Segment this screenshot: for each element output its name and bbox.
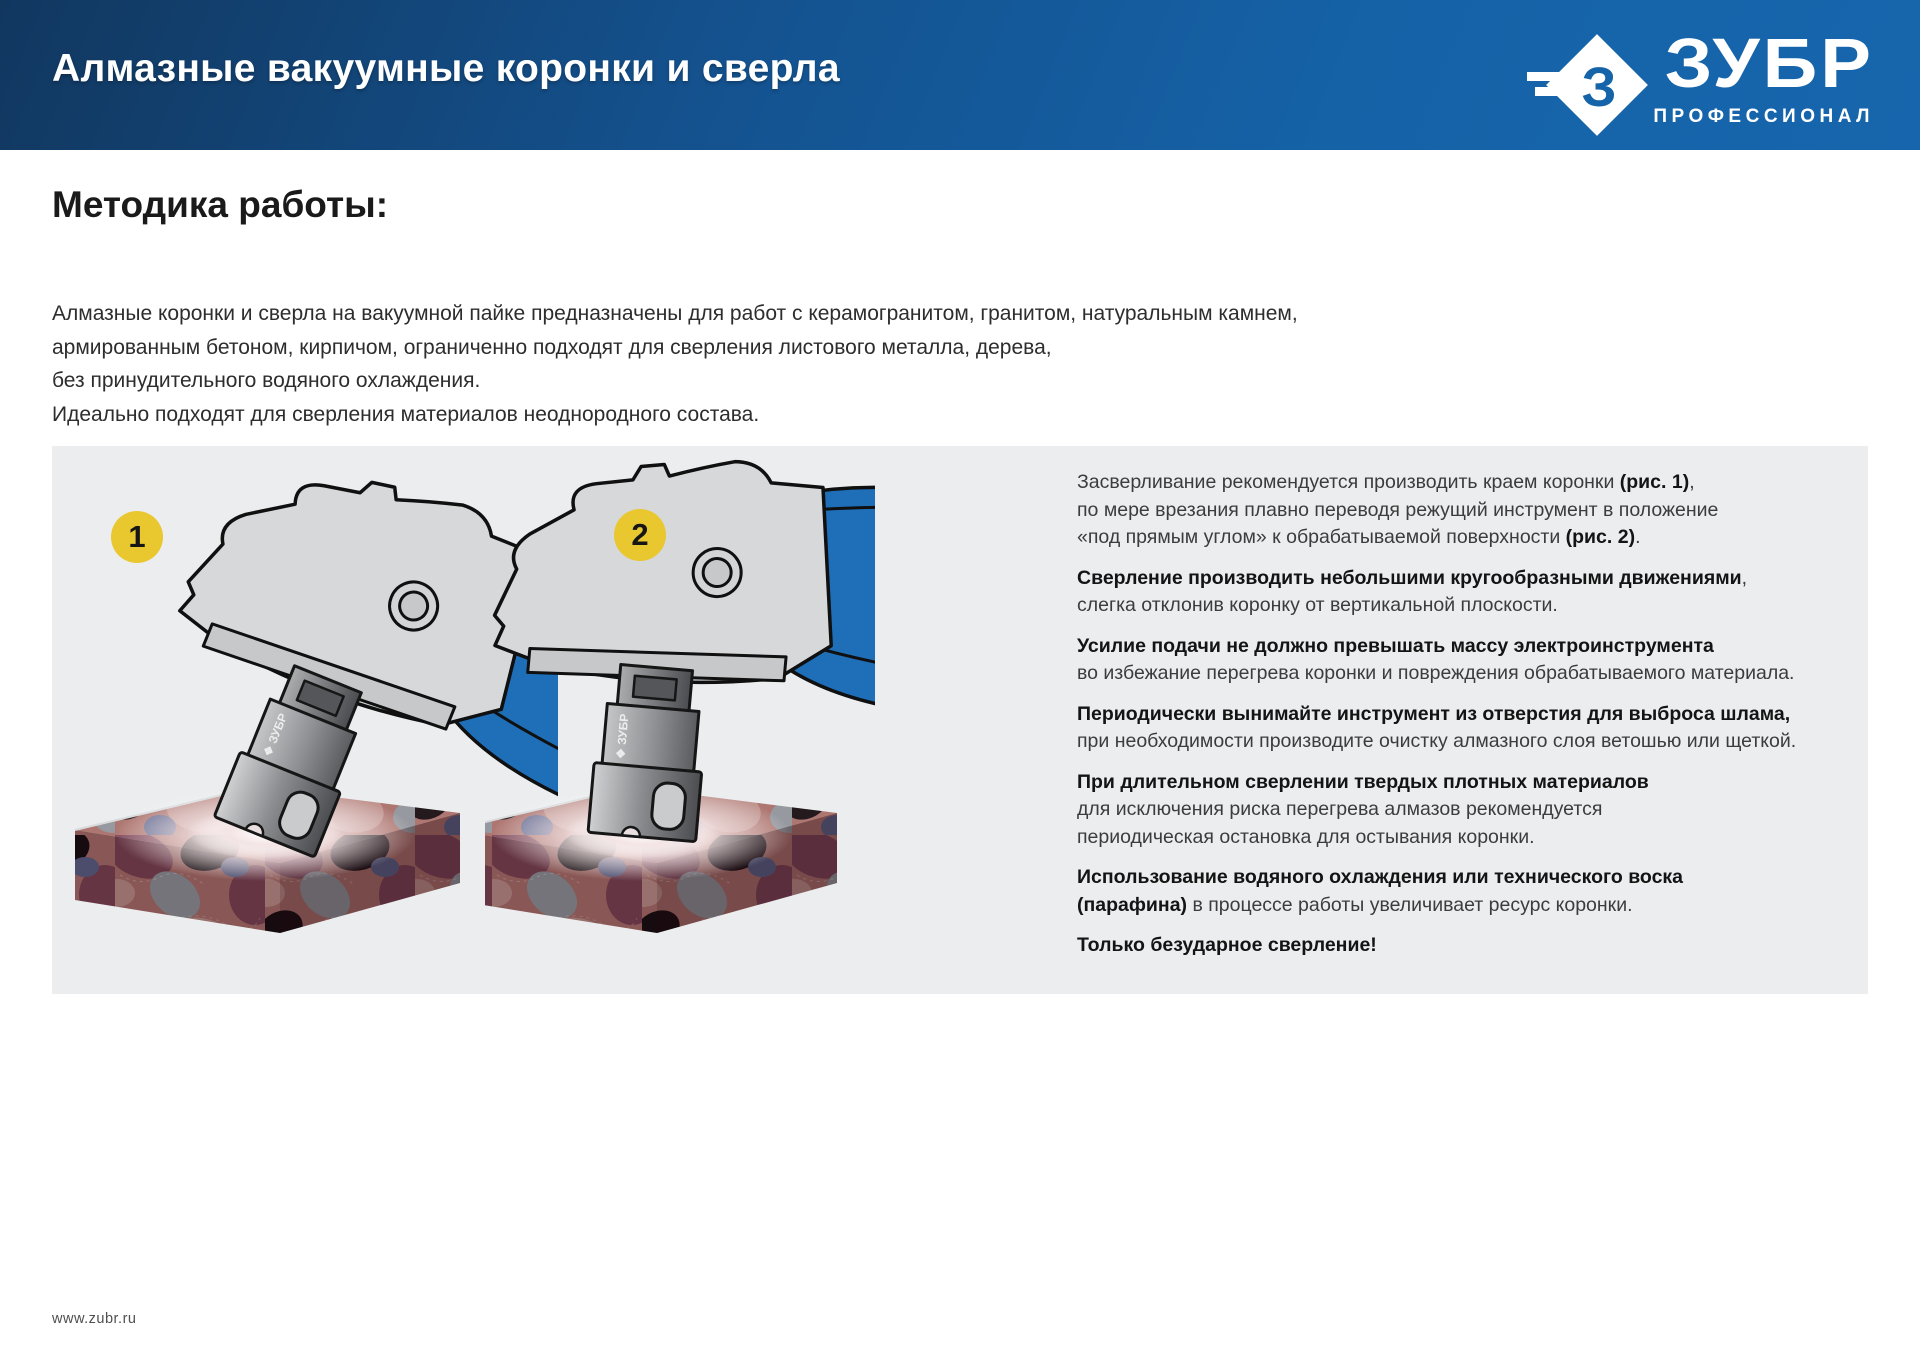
zubr-diamond-icon	[1525, 34, 1643, 136]
instructions	[1077, 469, 1877, 973]
instruction-paragraph: Периодически вынимайте инструмент из отверстия для выброса шлама, при необходимости производите очистку алмазного слоя ветошью или щеткой.	[1077, 702, 1797, 752]
section-heading: Методика работы:	[52, 184, 389, 225]
svg-text:З: З	[1581, 55, 1617, 118]
intro-line: Идеально подходят для сверления материалов неоднородного состава.	[52, 402, 760, 426]
intro-line: Алмазные коронки и сверла на вакуумной пайке предназначены для работ с керамогранитом, гранитом, натуральным камнем,	[52, 302, 1298, 325]
instruction-paragraph: Использование водяного охлаждения или технического воска (парафина) в процессе работы увеличивает ресурс коронки.	[1077, 866, 1684, 916]
instruction-paragraph: Засверливание рекомендуется производить краем коронки (рис. 1), по мере врезания плавно переводя режущий инструмент в положение «под прямым углом» к обрабатываемой поверхности (рис. 2).	[1077, 471, 1719, 548]
site-url: www.zubr.ru	[52, 1311, 137, 1327]
brand-name: ЗУБР	[1664, 24, 1874, 103]
instruction-paragraph: Сверление производить небольшими кругообразными движениями, слегка отклонив коронку от вертикальной плоскости.	[1077, 566, 1748, 616]
intro-paragraph	[52, 297, 1452, 431]
header	[0, 0, 1920, 150]
instruction-paragraph: Только безударное сверление!	[1077, 934, 1377, 956]
page-title: Алмазные вакуумные коронки и сверла	[52, 47, 840, 90]
figure-2-badge	[614, 509, 666, 561]
instruction-paragraph: Усилие подачи не должно превышать массу электроинструмента во избежание перегрева коронки и повреждения обрабатываемого материала.	[1077, 634, 1795, 684]
zubr-logo-text	[1653, 26, 1874, 128]
zubr-logo	[1525, 26, 1874, 136]
intro-line: армированным бетоном, кирпичом, ограниченно подходят для сверления листового металла, дерева,	[52, 335, 1052, 359]
brand-tagline: ПРОФЕССИОНАЛ	[1653, 106, 1874, 127]
instruction-paragraph: При длительном сверлении твердых плотных материалов для исключения риска перегрева алмазов рекомендуется периодическая остановка для остывания коронки.	[1077, 770, 1649, 848]
figure-1-number: 1	[128, 519, 146, 554]
figures-illustration: ❖ ЗУБР	[52, 446, 1072, 994]
intro-line: без принудительного водяного охлаждения.	[52, 369, 481, 392]
figure-2-number: 2	[631, 517, 649, 552]
figure-1-badge	[111, 511, 163, 563]
